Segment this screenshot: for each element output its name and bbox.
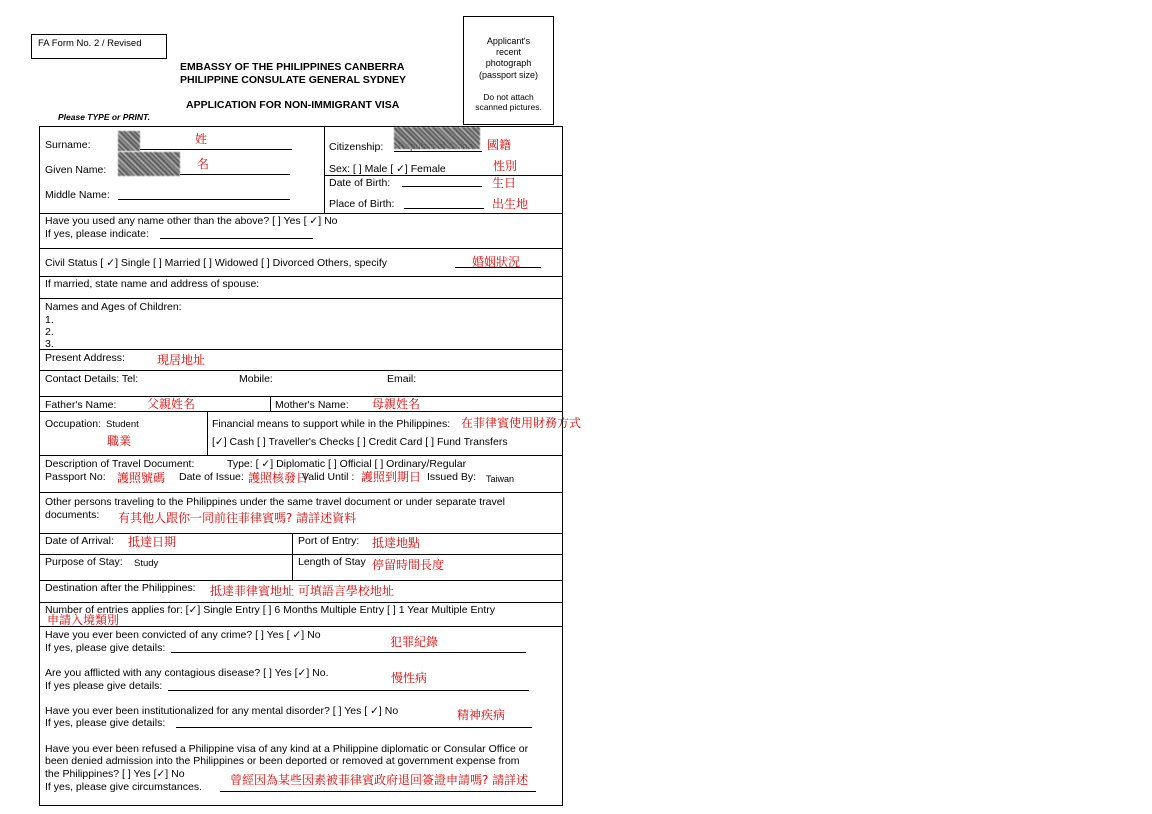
issued-by-label: Issued By:: [427, 471, 477, 483]
annotation-mother: 母親姓名: [372, 397, 421, 411]
annotation-length: 停留時間長度: [372, 558, 445, 572]
annotation-entries: 申請入境類別: [47, 613, 120, 627]
annotation-valid: 護照到期日: [361, 470, 422, 484]
mental-question: Have you ever been institutionalized for any mental disorder? [ ] Yes [ ✓] No: [45, 705, 399, 717]
email-label: Email:: [387, 373, 417, 385]
arrival-label: Date of Arrival:: [45, 535, 114, 547]
annotation-passport: 護照號碼: [117, 471, 166, 485]
divider-row-2: [39, 213, 563, 214]
annotation-disease: 慢性病: [391, 671, 428, 685]
form-label: FA Form No. 2 / Revised: [38, 38, 142, 49]
travel-doc-label: Description of Travel Document:: [45, 458, 195, 470]
photo-text-1: Applicant's: [486, 36, 531, 46]
photo-text-4: (passport size): [478, 70, 539, 80]
other-persons-label-2: documents:: [45, 509, 100, 521]
photo-text-6: scanned pictures.: [475, 102, 542, 112]
refused-circumstances-label: If yes, please give circumstances.: [45, 781, 202, 793]
annotation-crime: 犯罪紀錄: [390, 635, 439, 649]
divider-v1: [324, 127, 325, 213]
citizenship-label: Citizenship:: [329, 141, 384, 153]
surname-label: Surname:: [45, 139, 91, 151]
purpose-value: Study: [134, 558, 159, 569]
annotation-father: 父親姓名: [147, 397, 196, 411]
given-name-label: Given Name:: [45, 164, 107, 176]
annotation-refused: 曾經因為某些因素被菲律賓政府退回簽證申請嗎? 請詳述: [230, 773, 529, 787]
dob-label: Date of Birth:: [329, 177, 391, 189]
divider-row-7: [39, 370, 563, 371]
header-title: APPLICATION FOR NON-IMMIGRANT VISA: [186, 99, 400, 111]
annotation-civil: 婚姻狀況: [472, 255, 521, 269]
divider-row-10: [39, 455, 563, 456]
mental-details-line[interactable]: [176, 727, 532, 728]
divider-row-3: [39, 248, 563, 249]
destination-label: Destination after the Philippines:: [45, 582, 196, 594]
occupation-label: Occupation:: [45, 418, 102, 430]
photo-text-2: recent: [495, 47, 521, 57]
contact-tel-label: Contact Details: Tel:: [45, 373, 139, 385]
passport-no-label: Passport No:: [45, 471, 106, 483]
annotation-issue: 護照核發日: [248, 471, 309, 485]
child-2: 2.: [45, 326, 54, 338]
length-label: Length of Stay: [298, 556, 366, 568]
dob-line[interactable]: [402, 186, 482, 187]
annotation-occupation: 職業: [107, 434, 132, 448]
refused-question-1: Have you ever been refused a Philippine visa of any kind at a Philippine diplomatic or Consular Office or: [45, 743, 529, 755]
divider-row-11: [39, 492, 563, 493]
disease-details-line[interactable]: [168, 690, 529, 691]
other-name-question: Have you used any name other than the above? [ ] Yes [ ✓] No: [45, 215, 338, 227]
divider-row-9: [39, 411, 563, 412]
divider-row-15: [39, 602, 563, 603]
crime-question: Have you ever been convicted of any crime? [ ] Yes [ ✓] No: [45, 629, 321, 641]
divider-row-8: [39, 396, 563, 397]
child-3: 3.: [45, 338, 54, 350]
father-label: Father's Name:: [45, 399, 117, 411]
crime-details-label: If yes, please give details:: [45, 642, 166, 654]
divider-dob: [324, 175, 562, 176]
refused-question-2: been denied admission into the Philippines or been deported or removed at government expense from: [45, 755, 520, 767]
annotation-other-persons: 有其他人跟你一同前往菲律賓嗎? 請詳述資料: [118, 511, 357, 525]
financial-label: Financial means to support while in the Philippines:: [212, 418, 451, 430]
civil-status: Civil Status [ ✓] Single [ ] Married [ ] Widowed [ ] Divorced Others, specify: [45, 257, 387, 269]
divider-row-13: [39, 554, 563, 555]
date-issue-label: Date of Issue:: [179, 471, 244, 483]
mobile-label: Mobile:: [239, 373, 273, 385]
middle-name-line[interactable]: [118, 199, 290, 200]
given-name-redacted: [118, 152, 180, 176]
divider-arrival: [292, 533, 293, 581]
issued-by-value: Taiwan: [486, 474, 515, 484]
refused-question-3: the Philippines? [ ] Yes [✓] No: [45, 768, 185, 780]
valid-until-label: Valid Until :: [302, 471, 355, 483]
spouse-label: If married, state name and address of spouse:: [45, 278, 260, 290]
annotation-arrival: 抵達日期: [128, 535, 177, 549]
other-name-line[interactable]: [160, 238, 313, 239]
annotation-mental: 精神疾病: [457, 708, 506, 722]
annotation-port: 抵達地點: [372, 536, 421, 550]
annotation-destination: 抵達菲律賓地址 可填語言學校地址: [210, 584, 394, 598]
refused-circumstances-line[interactable]: [220, 791, 536, 792]
given-name-line[interactable]: [180, 174, 290, 175]
annotation-dob: 生日: [492, 176, 517, 190]
children-label: Names and Ages of Children:: [45, 301, 182, 313]
port-label: Port of Entry:: [298, 535, 360, 547]
travel-doc-type: Type: [ ✓] Diplomatic [ ] Official [ ] Ordinary/Regular: [227, 458, 467, 470]
child-1: 1.: [45, 314, 54, 326]
mental-details-label: If yes, please give details:: [45, 717, 166, 729]
header-instruction: Please TYPE or PRINT.: [58, 112, 150, 122]
divider-row-6: [39, 349, 563, 350]
divider-row-4: [39, 276, 563, 277]
photo-text-5: Do not attach: [483, 92, 534, 102]
header-embassy: EMBASSY OF THE PHILIPPINES CANBERRA: [180, 61, 405, 73]
annotation-sex: 性別: [493, 159, 518, 173]
entries-label: Number of entries applies for: [✓] Single Entry [ ] 6 Months Multiple Entry [ ] 1 Year Multiple Entry: [45, 604, 495, 616]
disease-details-label: If yes please give details:: [45, 680, 163, 692]
annotation-pob: 出生地: [492, 197, 529, 211]
divider-row-12: [39, 533, 563, 534]
pob-label: Place of Birth:: [329, 198, 395, 210]
present-address-label: Present Address:: [45, 352, 125, 364]
header-consulate: PHILIPPINE CONSULATE GENERAL SYDNEY: [180, 74, 406, 86]
annotation-surname: 姓: [195, 132, 208, 146]
pob-line[interactable]: [404, 208, 484, 209]
annotation-financial: 在菲律賓使用財務方式: [461, 416, 582, 430]
divider-occupation: [207, 411, 208, 455]
citizenship-line[interactable]: [394, 151, 482, 152]
middle-name-label: Middle Name:: [45, 189, 110, 201]
disease-question: Are you afflicted with any contagious disease? [ ] Yes [✓] No.: [45, 667, 329, 679]
photo-text-3: photograph: [485, 58, 532, 68]
surname-line[interactable]: [140, 149, 292, 150]
divider-row-16: [39, 626, 563, 627]
divider-row-14: [39, 580, 563, 581]
mother-label: Mother's Name:: [275, 399, 349, 411]
divider-father-mother: [270, 396, 271, 411]
financial-options: [✓] Cash [ ] Traveller's Checks [ ] Credit Card [ ] Fund Transfers: [212, 436, 508, 448]
crime-details-line[interactable]: [171, 652, 526, 653]
occupation-value: Student: [106, 419, 139, 430]
sex-label: Sex: [ ] Male [ ✓] Female: [329, 163, 446, 175]
annotation-given: 名: [197, 157, 210, 171]
annotation-citizenship: 國籍: [487, 138, 512, 152]
other-name-indicate: If yes, please indicate:: [45, 228, 149, 240]
other-persons-label: Other persons traveling to the Philippines under the same travel document or under separate travel: [45, 496, 505, 508]
citizenship-redacted: [394, 127, 480, 149]
surname-redacted: [118, 131, 140, 151]
divider-row-5: [39, 298, 563, 299]
annotation-address: 現居地址: [157, 353, 206, 367]
purpose-label: Purpose of Stay:: [45, 556, 123, 568]
